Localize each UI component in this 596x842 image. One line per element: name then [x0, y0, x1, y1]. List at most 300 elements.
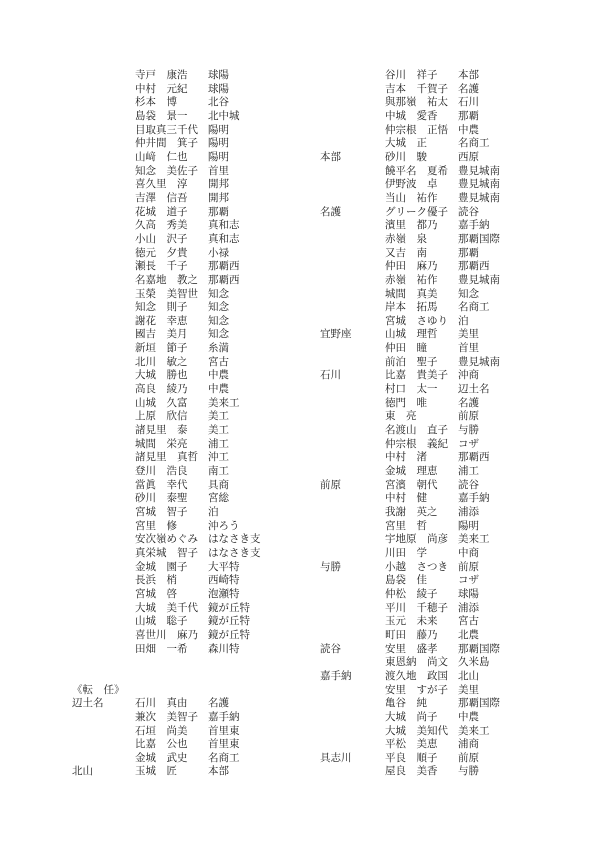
person-name: 当山 祐作: [385, 192, 438, 204]
school-name: 泡瀬特: [208, 588, 240, 600]
region-label: [72, 192, 135, 206]
left-column: [72, 69, 302, 779]
person-name: 花城 道子: [135, 206, 188, 218]
right-column: [320, 69, 560, 779]
person-name: 小山 沢子: [135, 233, 188, 245]
person-name: 我謝 英之: [385, 507, 438, 518]
region-label: [72, 342, 135, 356]
region-label: 嘉手納: [320, 670, 352, 682]
person-name: 北川 敏之: [135, 356, 188, 368]
entry-row: [72, 725, 302, 739]
region-label: [320, 602, 385, 616]
school-name: 那覇国際: [458, 233, 500, 245]
person-name: 大城 正: [385, 138, 427, 150]
person-name: 金城 武史: [135, 752, 188, 764]
region-label: [72, 301, 135, 315]
school-name: 西崎特: [208, 575, 240, 587]
school-name: 美里: [458, 684, 479, 696]
school-name: 那覇: [208, 206, 229, 218]
person-name: 川田 学: [385, 547, 427, 559]
person-name: 大城 勝也: [135, 370, 188, 382]
school-name: 陽明: [208, 124, 229, 136]
school-name: 前原: [458, 411, 479, 423]
person-name: 新垣 節子: [135, 343, 188, 355]
region-label: [320, 492, 385, 506]
region-label: [320, 356, 385, 370]
school-name: 浦添: [458, 602, 479, 614]
region-label: [320, 288, 385, 302]
person-name: 仲宗根 正悟: [385, 124, 448, 136]
region-label: [320, 615, 385, 629]
person-name: 赤嶺 祐作: [385, 274, 438, 286]
person-name: 宮城 智子: [135, 507, 188, 518]
entry-row: [72, 301, 302, 315]
region-label: [320, 629, 385, 643]
school-name: 大平特: [208, 561, 240, 573]
school-name: 名商工: [208, 752, 240, 764]
person-name: 宮城 啓: [135, 588, 177, 600]
school-name: 知念: [208, 329, 229, 341]
region-label: [72, 643, 135, 657]
region-label: [72, 465, 135, 479]
region-label: [72, 711, 135, 725]
entry-row: [72, 479, 302, 493]
person-name: 謝花 幸恵: [135, 315, 188, 327]
region-label: [320, 738, 385, 752]
person-name: 山城 聡子: [135, 616, 188, 628]
entry-row: [72, 165, 302, 179]
region-label: 名護: [320, 206, 341, 218]
transfer-entry-list: [72, 697, 302, 779]
region-label: [320, 219, 385, 233]
school-name: 浦商: [458, 739, 479, 751]
school-name: 名商工: [458, 138, 490, 150]
region-label: 石川: [320, 370, 341, 382]
entry-row: [72, 574, 302, 588]
region-label: [72, 533, 135, 547]
entry-row: [320, 629, 560, 643]
entry-row: [72, 137, 302, 151]
school-name: 首里東: [208, 739, 240, 751]
person-name: 名渡山 直子: [385, 425, 448, 437]
school-name: 知念: [208, 288, 229, 300]
entry-row: [320, 574, 560, 588]
entry-row: [72, 561, 302, 575]
region-label: [320, 547, 385, 561]
person-name: 仲田 麻乃: [385, 261, 438, 273]
person-name: 名嘉地 教之: [135, 274, 198, 286]
person-name: 仲田 瞳: [385, 343, 427, 355]
region-label: [72, 274, 135, 288]
entry-row: [72, 451, 302, 465]
region-label: [72, 615, 135, 629]
entry-row: [320, 274, 560, 288]
region-label: [72, 165, 135, 179]
school-name: 名商工: [458, 302, 490, 314]
region-label: [72, 397, 135, 411]
region-label: [72, 506, 135, 520]
region-label: [72, 602, 135, 616]
person-name: 中村 元紀: [135, 83, 188, 95]
school-name: 那覇西: [208, 274, 240, 286]
region-label: [320, 656, 385, 670]
region-label: [72, 752, 135, 766]
person-name: 町田 藤乃: [385, 629, 438, 641]
region-label: [320, 274, 385, 288]
person-name: 宇地原 尚彦: [385, 534, 448, 546]
entry-row: [320, 424, 560, 438]
person-name: 大城 美知代: [385, 725, 448, 737]
region-label: 具志川: [320, 752, 352, 764]
school-name: 泊: [458, 315, 469, 327]
person-name: 仲宗根 義紀: [385, 438, 448, 450]
entry-row: [320, 752, 560, 766]
entry-row: [320, 165, 560, 179]
school-name: 那覇西: [458, 261, 490, 273]
school-name: 首里: [208, 165, 229, 177]
entry-row: [72, 206, 302, 220]
school-name: 沖商: [458, 370, 479, 382]
entry-row: [320, 711, 560, 725]
region-label: [72, 561, 135, 575]
school-name: 与勝: [458, 766, 479, 778]
entry-row: [72, 765, 302, 779]
school-name: 鏡が丘特: [208, 629, 250, 641]
region-label: 北山: [72, 766, 93, 778]
school-name: コザ: [458, 575, 479, 587]
school-name: 嘉手納: [208, 711, 240, 723]
person-name: 國吉 美月: [135, 329, 188, 341]
entry-row: [320, 233, 560, 247]
person-name: 城間 栄亮: [135, 438, 188, 450]
person-name: 久高 秀美: [135, 220, 188, 232]
school-name: 那覇: [458, 110, 479, 122]
entry-row: [320, 192, 560, 206]
entry-row: [320, 69, 560, 83]
entry-row: [72, 602, 302, 616]
entry-row: [320, 219, 560, 233]
school-name: 泊: [208, 507, 219, 518]
region-label: [320, 342, 385, 356]
region-label: [320, 165, 385, 179]
region-label: [320, 465, 385, 479]
region-label: [72, 288, 135, 302]
person-name: 瀬長 千子: [135, 261, 188, 273]
school-name: 知念: [208, 315, 229, 327]
person-name: 諸見里 泰: [135, 425, 188, 437]
entry-row: [72, 629, 302, 643]
person-name: 吉澤 信吾: [135, 192, 188, 204]
region-label: [320, 247, 385, 261]
person-name: 兼次 美智子: [135, 711, 198, 723]
entry-row: [320, 369, 560, 383]
entry-row: [72, 588, 302, 602]
school-name: 美来工: [458, 534, 490, 546]
transfer-heading: 《転 任》: [72, 684, 125, 696]
region-label: [72, 574, 135, 588]
entry-row: [320, 451, 560, 465]
entry-row: [72, 151, 302, 165]
entry-row: [72, 397, 302, 411]
entry-row: [72, 369, 302, 383]
entry-row: [320, 260, 560, 274]
school-name: はなさき支: [208, 534, 261, 546]
entry-row: [72, 315, 302, 329]
entry-row: [320, 684, 560, 698]
school-name: 本部: [208, 766, 229, 778]
entry-row: [72, 233, 302, 247]
school-name: 北中城: [208, 110, 240, 122]
entry-row: [320, 206, 560, 220]
entry-row: [320, 301, 560, 315]
region-label: [320, 424, 385, 438]
entry-row: [320, 547, 560, 561]
entry-row: [320, 656, 560, 670]
region-label: [320, 397, 385, 411]
region-label: [72, 233, 135, 247]
person-name: 金城 園子: [135, 561, 188, 573]
person-name: 宮濱 朝代: [385, 479, 438, 491]
school-name: 沖工: [208, 452, 229, 464]
person-name: 宮里 修: [135, 520, 177, 532]
region-label: [320, 192, 385, 206]
person-name: 玉榮 美智世: [135, 288, 198, 300]
person-name: 目取真三千代: [135, 124, 198, 136]
left-entry-list: [72, 69, 302, 656]
region-label: [320, 260, 385, 274]
entry-row: [320, 356, 560, 370]
person-name: 石川 真由: [135, 698, 188, 710]
person-name: 比嘉 貴美子: [385, 370, 448, 382]
person-name: 村口 太一: [385, 384, 438, 396]
region-label: [72, 438, 135, 452]
person-name: 諸見里 真哲: [135, 452, 198, 464]
entry-row: [320, 288, 560, 302]
entry-row: [72, 110, 302, 124]
person-name: 石垣 尚美: [135, 725, 188, 737]
region-label: [320, 96, 385, 110]
person-name: 平良 順子: [385, 752, 438, 764]
region-label: [72, 83, 135, 97]
school-name: 豊見城南: [458, 165, 500, 177]
person-name: 喜世川 麻乃: [135, 629, 198, 641]
entry-row: [320, 602, 560, 616]
person-name: 吉本 千賀子: [385, 83, 448, 95]
school-name: 中農: [458, 711, 479, 723]
person-name: 宮城 さゆり: [385, 315, 448, 327]
school-name: 小禄: [208, 247, 229, 259]
person-name: 平川 千穂子: [385, 602, 448, 614]
person-name: 寺戸 康浩: [135, 70, 188, 81]
school-name: 北山: [458, 670, 479, 682]
entry-row: [320, 725, 560, 739]
person-name: 田畑 一希: [135, 643, 188, 655]
region-label: [72, 410, 135, 424]
person-name: 真栄城 智子: [135, 547, 198, 559]
entry-row: [320, 342, 560, 356]
region-label: [72, 547, 135, 561]
person-name: 知念 美佐子: [135, 165, 198, 177]
entry-row: [320, 492, 560, 506]
person-name: 中村 渚: [385, 452, 427, 464]
school-name: 北谷: [208, 97, 229, 109]
school-name: 嘉手納: [458, 220, 490, 232]
person-name: 比嘉 公也: [135, 739, 188, 751]
person-name: 仲井間 箕子: [135, 138, 198, 150]
entry-row: [320, 315, 560, 329]
school-name: 陽明: [208, 138, 229, 150]
school-name: 那覇国際: [458, 643, 500, 655]
region-label: [320, 574, 385, 588]
person-name: 山﨑 仁也: [135, 151, 188, 163]
entry-row: [320, 110, 560, 124]
region-label: [320, 506, 385, 520]
entry-row: [320, 465, 560, 479]
person-name: 徳門 唯: [385, 397, 427, 409]
school-name: 名護: [458, 83, 479, 95]
person-name: 登川 浩良: [135, 466, 188, 478]
region-label: 辺土名: [72, 698, 104, 710]
person-name: 東恩納 尚文: [385, 657, 448, 669]
entry-row: [72, 438, 302, 452]
school-name: 鏡が丘特: [208, 616, 250, 628]
school-name: 糸満: [208, 343, 229, 355]
entry-row: [320, 328, 560, 342]
school-name: 豊見城南: [458, 192, 500, 204]
entry-row: [72, 492, 302, 506]
school-name: 美来工: [458, 725, 490, 737]
entry-row: [72, 342, 302, 356]
person-name: 渡久地 政国: [385, 670, 448, 682]
school-name: 美工: [208, 425, 229, 437]
entry-row: [72, 711, 302, 725]
school-name: 宮総: [208, 493, 229, 505]
entry-row: [320, 383, 560, 397]
person-name: 赤嶺 泉: [385, 233, 427, 245]
school-name: 本部: [458, 70, 479, 81]
right-entry-list: [320, 69, 560, 779]
entry-row: [320, 615, 560, 629]
entry-row: [320, 178, 560, 192]
entry-row: [72, 328, 302, 342]
person-name: 玉城 匠: [135, 766, 177, 778]
person-name: 平松 美恵: [385, 739, 438, 751]
school-name: 首里: [458, 343, 479, 355]
person-name: 中城 愛香: [385, 110, 438, 122]
entry-row: [72, 383, 302, 397]
school-name: 鏡が丘特: [208, 602, 250, 614]
person-name: 大城 尚子: [385, 711, 438, 723]
entry-row: [72, 533, 302, 547]
entry-row: [72, 178, 302, 192]
person-name: 山城 理哲: [385, 329, 438, 341]
school-name: 那覇: [458, 247, 479, 259]
entry-row: [72, 260, 302, 274]
school-name: 前原: [458, 752, 479, 764]
entry-row: [320, 137, 560, 151]
school-name: 浦工: [458, 466, 479, 478]
school-name: 中農: [208, 384, 229, 396]
school-name: 西原: [458, 151, 479, 163]
region-label: [72, 369, 135, 383]
person-name: 亀谷 純: [385, 698, 427, 710]
school-name: 石川: [458, 97, 479, 109]
region-label: [320, 110, 385, 124]
entry-row: [72, 274, 302, 288]
entry-row: [72, 410, 302, 424]
person-name: 伊野波 卓: [385, 179, 438, 191]
entry-row: [72, 697, 302, 711]
entry-row: [320, 124, 560, 138]
school-name: 久米島: [458, 657, 490, 669]
region-label: 前原: [320, 479, 341, 491]
region-label: [72, 328, 135, 342]
person-name: グリーク優子: [385, 206, 448, 218]
school-name: 宮古: [208, 356, 229, 368]
entry-row: [72, 506, 302, 520]
entry-row: [72, 752, 302, 766]
person-name: 長浜 梢: [135, 575, 177, 587]
region-label: [72, 725, 135, 739]
person-name: 仲松 綾子: [385, 588, 438, 600]
region-label: 本部: [320, 151, 341, 163]
region-label: 読谷: [320, 643, 341, 655]
region-label: [72, 629, 135, 643]
person-name: 城間 真美: [385, 288, 438, 300]
person-name: 高良 綾乃: [135, 384, 188, 396]
school-name: 嘉手納: [458, 493, 490, 505]
school-name: 那覇西: [458, 452, 490, 464]
person-name: 谷川 祥子: [385, 70, 438, 81]
region-label: [320, 697, 385, 711]
region-label: [72, 151, 135, 165]
region-label: [72, 260, 135, 274]
entry-row: [320, 588, 560, 602]
school-name: 球陽: [208, 70, 229, 81]
school-name: コザ: [458, 438, 479, 450]
region-label: [72, 69, 135, 83]
entry-row: [320, 96, 560, 110]
person-name: 徳元 夕貴: [135, 247, 188, 259]
school-name: 陽明: [208, 151, 229, 163]
region-label: [72, 424, 135, 438]
entry-row: [72, 288, 302, 302]
region-label: 宜野座: [320, 329, 352, 341]
region-label: [320, 438, 385, 452]
person-name: 小越 さつき: [385, 561, 448, 573]
region-label: [72, 247, 135, 261]
entry-row: [320, 765, 560, 779]
person-name: 喜久里 淳: [135, 179, 188, 191]
school-name: 那覇西: [208, 261, 240, 273]
entry-row: [320, 438, 560, 452]
entry-row: [320, 533, 560, 547]
school-name: 知念: [208, 302, 229, 314]
school-name: 美来工: [208, 397, 240, 409]
region-label: [320, 124, 385, 138]
region-label: [320, 520, 385, 534]
region-label: [72, 492, 135, 506]
person-name: 又吉 南: [385, 247, 427, 259]
region-label: 与勝: [320, 561, 341, 573]
entry-row: [320, 83, 560, 97]
school-name: 知念: [458, 288, 479, 300]
school-name: 名護: [458, 397, 479, 409]
school-name: 球陽: [458, 588, 479, 600]
school-name: 美工: [208, 411, 229, 423]
school-name: 豊見城南: [458, 274, 500, 286]
region-label: [320, 178, 385, 192]
